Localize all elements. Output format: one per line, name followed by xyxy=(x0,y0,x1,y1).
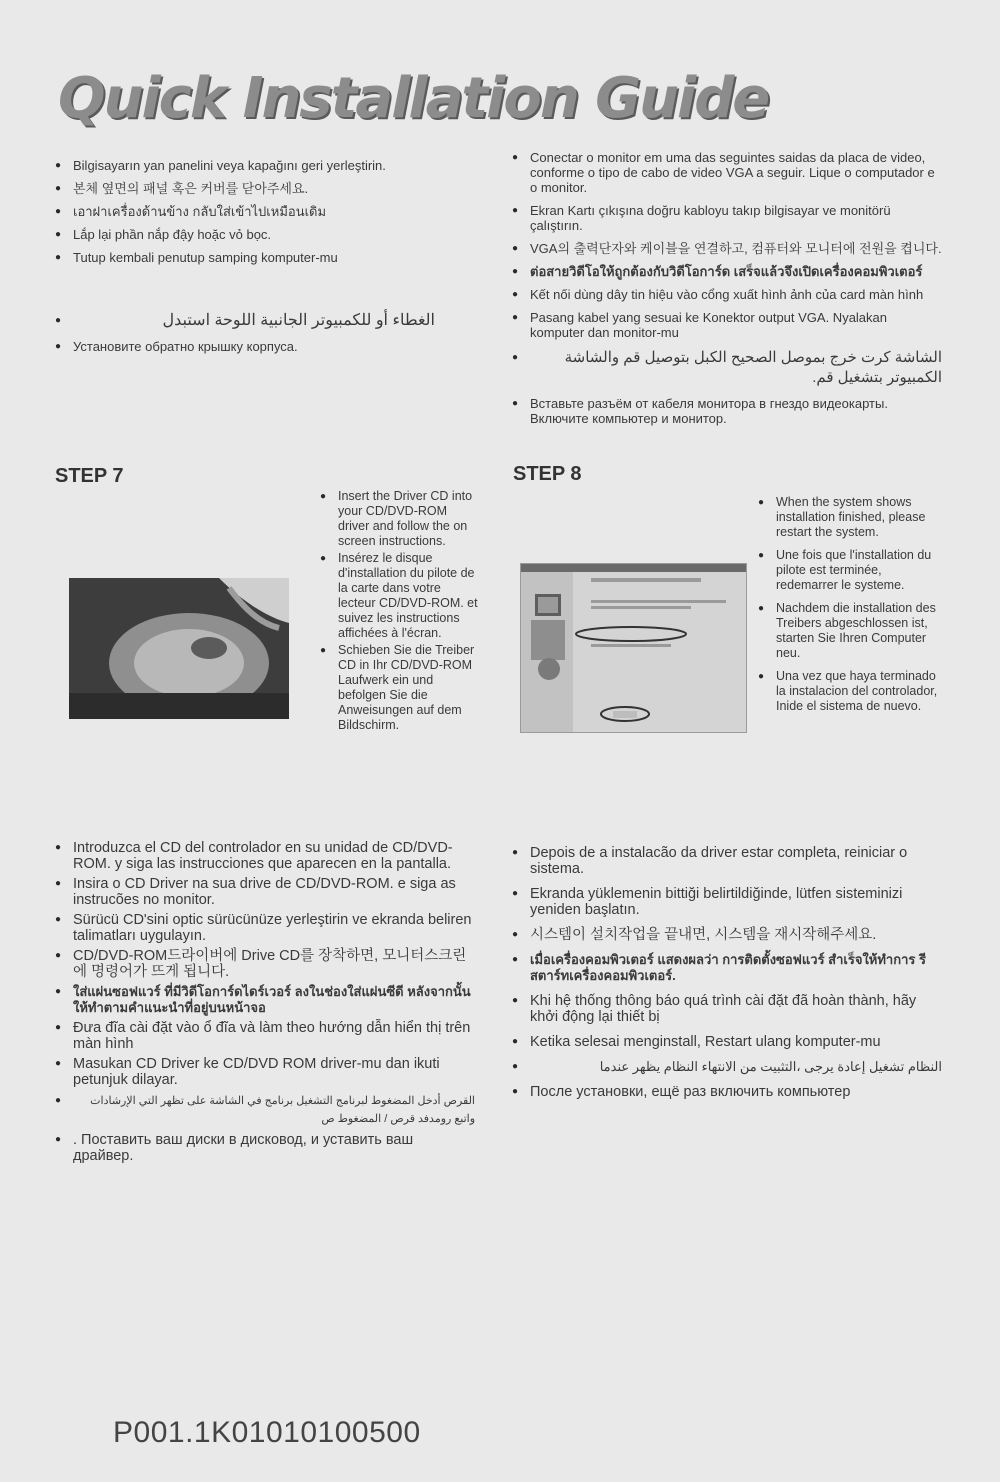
list-item: ● Depois de a instalacão da driver estar completa, reiniciar o sistema. xyxy=(512,845,942,877)
list-item: ● Conectar o monitor em uma das seguintes saidas da placa de video, conforme o tipo de cabo de video VGA a seguir. Lique o computador e o monitor. xyxy=(512,150,942,195)
list-item: ● القرص أدخل المضغوط لبرنامج التشغيل برنامج في الشاشة على تظهر التي الإرشادات واتبع رومدفد قرص / المضغوط ص xyxy=(55,1092,475,1128)
list-item: ● ต่อสายวิดีโอให้ถูกต้องกับวิดีโอการ์ด เสร็จแล้วจึงเปิดเครื่องคอมพิวเตอร์ xyxy=(512,264,942,279)
list-item: ● Insira o CD Driver na sua drive de CD/DVD-ROM. e siga as instrucões no monitor. xyxy=(55,876,475,908)
cd-insert-photo xyxy=(69,578,289,719)
top-right-list xyxy=(512,150,942,434)
list-item: ● Masukan CD Driver ke CD/DVD ROM driver-mu dan ikuti petunjuk dilayar. xyxy=(55,1056,475,1088)
list-item: ● Tutup kembali penutup samping komputer-mu xyxy=(55,250,475,265)
list-item: ● CD/DVD-ROM드라이버에 Drive CD를 장착하면, 모니터스크린에 명령어가 뜨게 됩니다. xyxy=(55,948,475,980)
list-item: ● VGA의 출력단자와 케이블을 연결하고, 컴퓨터와 모니터에 전원을 켭니다. xyxy=(512,241,942,256)
page-title: Quick Installation Guide xyxy=(58,66,769,131)
step8-list xyxy=(758,495,944,716)
list-item: ● Lắp lại phần nắp đậy hoặc vỏ bọc. xyxy=(55,227,475,242)
step7-heading: STEP 7 xyxy=(55,465,124,487)
list-item: ● Sürücü CD'sini optic sürücünüze yerleştirin ve ekranda beliren talimatları uygulayın. xyxy=(55,912,475,944)
list-item: ● Bilgisayarın yan panelini veya kapağını geri yerleştirin. xyxy=(55,158,475,173)
list-item: ● Đưa đĩa cài đặt vào ổ đĩa và làm theo hướng dẫn hiển thị trên màn hình xyxy=(55,1020,475,1052)
step8-heading: STEP 8 xyxy=(513,463,582,485)
list-item: ● الشاشة كرت خرج بموصل الصحيح الكبل بتوصيل قم والشاشة الكمبيوتر بتشغيل قم. xyxy=(512,348,942,388)
list-item: ● Ketika selesai menginstall, Restart ulang komputer-mu xyxy=(512,1034,942,1050)
list-item: ● النظام تشغيل إعادة يرجى ،التثبيت من الانتهاء النظام يظهر عندما xyxy=(512,1059,942,1075)
list-item: ● . Поставить ваш диски в дисковод, и уставить ваш драйвер. xyxy=(55,1132,475,1164)
list-item: ● When the system shows installation finished, please restart the system. xyxy=(758,495,944,540)
list-item: ● Insert the Driver CD into your CD/DVD-ROM driver and follow the on screen instructions. xyxy=(320,489,480,549)
list-item: ● Khi hệ thống thông báo quá trình cài đặt đã hoàn thành, hãy khởi động lại thiết bị xyxy=(512,993,942,1025)
top-left-list xyxy=(55,158,475,362)
part-number: P001.1K01010100500 xyxy=(113,1416,421,1449)
list-item: ● Nachdem die installation des Treibers abgeschlossen ist, starten Sie Ihren Computer neu. xyxy=(758,601,944,661)
list-item: ● ใส่แผ่นซอฟแวร์ ที่มีวิดีโอการ์ดไดร์เวอร์ ลงในช่องใส่แผ่นซีดี หลังจากนั้นให้ทำตามคำแนะนำที่อยู่บนหน้าจอ xyxy=(55,984,475,1016)
list-item: ● Ekran Kartı çıkışına doğru kabloyu takıp bilgisayar ve monitörü çalıştırın. xyxy=(512,203,942,233)
bottom-right-list xyxy=(512,845,942,1104)
list-item: ● Insérez le disque d'installation du pilote de la carte dans votre lecteur CD/DVD-ROM. et suivez les instructions affichées à l'écran. xyxy=(320,551,480,641)
list-item: ● Schieben Sie die Treiber CD in Ihr CD/DVD-ROM Laufwerk ein und befolgen Sie die Anweisungen auf dem Bildschirm. xyxy=(320,643,480,733)
list-item: ● Pasang kabel yang sesuai ke Konektor output VGA. Nyalakan komputer dan monitor-mu xyxy=(512,310,942,340)
list-item: ● Установите обратно крышку корпуса. xyxy=(55,339,475,354)
list-item: ● الغطاء أو للكمبيوتر الجانبية اللوحة استبدل xyxy=(55,311,475,331)
list-item: ● После установки, ещё раз включить компьютер xyxy=(512,1084,942,1100)
list-item: ● Ekranda yüklemenin bittiği belirtildiğinde, lütfen sisteminizi yeniden başlatın. xyxy=(512,886,942,918)
list-item: ● Una vez que haya terminado la instalacion del controlador, Inide el sistema de nuevo. xyxy=(758,669,944,714)
list-item: ● เอาฝาเครื่องด้านข้าง กลับใส่เข้าไปเหมือนเดิม xyxy=(55,204,475,219)
install-finished-screenshot xyxy=(520,563,747,733)
list-item: ● เมื่อเครื่องคอมพิวเตอร์ แสดงผลว่า การติดตั้งซอฟแวร์ สำเร็จให้ทำการ รีสตาร์ทเครื่องคอมพิวเตอร์. xyxy=(512,952,942,984)
list-item: ● Introduzca el CD del controlador en su unidad de CD/DVD-ROM. y siga las instrucciones que aparecen en la pantalla. xyxy=(55,840,475,872)
bottom-left-list xyxy=(55,840,475,1168)
list-item: ● 시스템이 설치작업을 끝내면, 시스템을 재시작해주세요. xyxy=(512,927,942,943)
list-item: ● Вставьте разъём от кабеля монитора в гнездо видеокарты. Включите компьютер и монитор. xyxy=(512,396,942,426)
list-item: ● 본체 옆면의 패널 혹은 커버를 닫아주세요. xyxy=(55,181,475,196)
step7-list xyxy=(320,489,480,735)
list-item: ● Kết nối dùng dây tin hiệu vào cổng xuất hình ảnh của card màn hình xyxy=(512,287,942,302)
list-item: ● Une fois que l'installation du pilote est terminée, redemarrer le systeme. xyxy=(758,548,944,593)
